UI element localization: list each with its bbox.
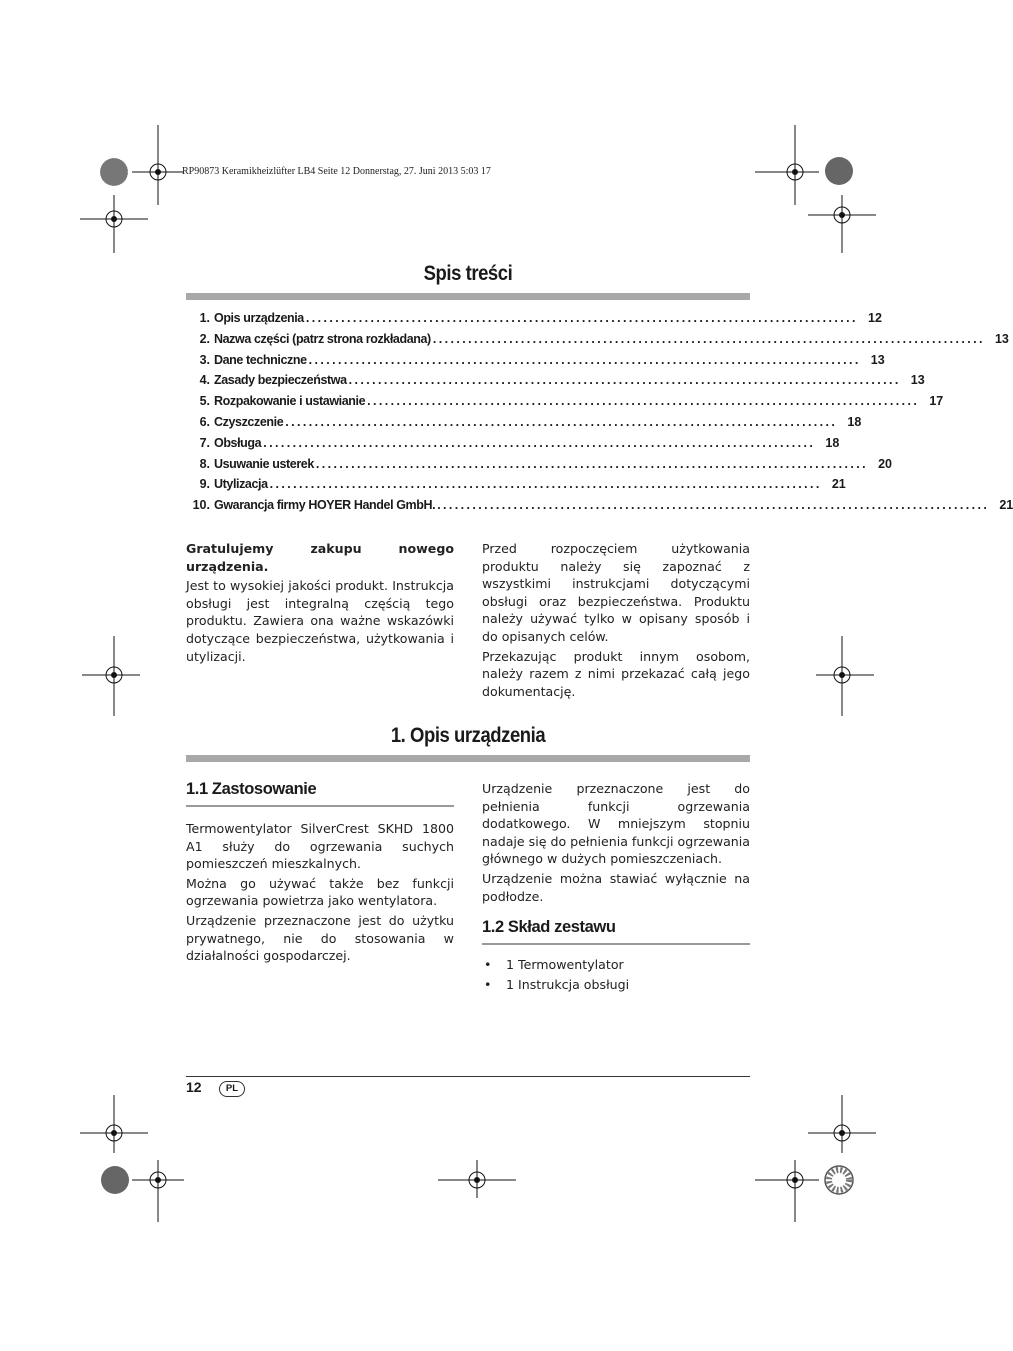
toc-entry-title: Czyszczenie xyxy=(214,414,284,429)
registration-mark-bottom-right xyxy=(822,1162,862,1202)
toc-title: Spis treści xyxy=(423,262,513,285)
toc-leader-dots: .............................................................................................. xyxy=(437,498,990,513)
toc-number: 9. xyxy=(199,477,210,492)
toc-leader-dots: .............................................................................................. xyxy=(308,352,861,367)
intro-heading: Gratulujemy zakupu nowego urządzenia. xyxy=(186,541,454,574)
toc-leader-dots: .............................................................................................. xyxy=(263,435,816,450)
page-number: 12 xyxy=(186,1079,202,1095)
toc-row[interactable] xyxy=(186,311,882,332)
toc-page-number: 12 xyxy=(868,311,882,325)
toc-number: 4. xyxy=(199,373,210,388)
toc-row[interactable] xyxy=(186,477,846,498)
toc-leader-dots: .............................................................................................. xyxy=(348,373,901,388)
toc-number: 6. xyxy=(199,414,210,429)
intro-paragraph: Przekazując produkt innym osobom, należy razem z nimi przekazać całą jego dokumentację. xyxy=(482,648,750,699)
paragraph: Urządzenie można stawiać wyłącznie na podłodze. xyxy=(482,870,750,904)
crosshair-mark xyxy=(775,1160,815,1225)
toc-number: 8. xyxy=(199,456,210,471)
toc-entry-title: Rozpakowanie i ustawianie xyxy=(214,394,366,409)
toc-leader-dots: .............................................................................................. xyxy=(285,414,838,429)
toc-page-number: 21 xyxy=(999,498,1013,513)
paragraph: Urządzenie przeznaczone jest do pełnienia funkcji ogrzewania dodatkowego. W mniejszym stopniu nadaje się do pełnienia funkcji ogrzewania głównego w dużych pomieszczeniach. xyxy=(482,781,750,867)
toc-entry-title: Usuwanie usterek xyxy=(214,456,314,471)
contents-list xyxy=(482,956,750,995)
crosshair-mark xyxy=(140,1160,180,1225)
toc-row[interactable] xyxy=(186,331,1009,353)
section-title: 1. Opis urządzenia xyxy=(390,724,546,747)
subsection-heading: 1.2 Skład zestawu xyxy=(482,918,616,936)
language-badge: PL xyxy=(219,1081,245,1097)
toc-page-number: 20 xyxy=(878,456,892,471)
toc-page-number: 13 xyxy=(910,373,925,388)
toc-number: 7. xyxy=(199,435,210,450)
toc-page-number: 13 xyxy=(994,331,1009,346)
toc-leader-dots: .............................................................................................. xyxy=(269,477,822,492)
toc-page-number: 18 xyxy=(847,414,862,429)
toc-page-number: 13 xyxy=(870,352,885,367)
crosshair-mark xyxy=(90,195,150,255)
intro-left-column xyxy=(186,540,454,667)
crosshair-mark xyxy=(438,1160,518,1200)
registration-mark-top-left xyxy=(96,150,136,190)
toc-entry-title: Nazwa części (patrz strona rozkładana) xyxy=(214,331,431,346)
toc-page-number: 18 xyxy=(825,435,840,450)
footer-rule xyxy=(186,1076,750,1077)
table-of-contents xyxy=(186,311,1013,519)
toc-number: 3. xyxy=(199,352,210,367)
toc-row[interactable] xyxy=(186,435,840,457)
toc-entry-title: Zasady bezpieczeństwa xyxy=(214,373,347,388)
toc-row[interactable] xyxy=(186,414,862,436)
paragraph: Można go używać także bez funkcji ogrzewania powietrza jako wentylatora. xyxy=(186,875,454,909)
paragraph: Urządzenie przeznaczone jest do użytku prywatnego, nie do stosowania w działalności gospodarczej. xyxy=(186,912,454,964)
toc-entry-title: Gwarancja firmy HOYER Handel GmbH. xyxy=(214,498,436,513)
section-1-right-column xyxy=(482,780,750,907)
intro-right-column xyxy=(482,540,750,702)
crosshair-mark xyxy=(816,636,876,716)
crosshair-mark xyxy=(90,1095,150,1155)
toc-row[interactable] xyxy=(186,394,944,415)
toc-page-number: 17 xyxy=(929,394,944,409)
subsection-1-2 xyxy=(482,918,750,945)
registration-mark-top-right xyxy=(822,154,862,194)
toc-leader-dots: .............................................................................................. xyxy=(315,456,868,471)
toc-leader-dots: .............................................................................................. xyxy=(432,331,985,346)
intro-text: Jest to wysokiej jakości produkt. Instrukcja obsługi jest integralną częścią tego produktu. Zawiera ona ważne wskazówki dotyczące bezpieczeństwa, użytkowania i utylizacji. xyxy=(186,578,454,664)
subsection-heading: 1.1 Zastosowanie xyxy=(186,780,317,798)
subsection-1-1-text xyxy=(186,820,454,967)
subsection-1-1 xyxy=(186,780,454,807)
crosshair-mark xyxy=(82,636,142,716)
toc-number: 10. xyxy=(192,498,210,513)
toc-row[interactable] xyxy=(186,456,892,478)
section-title-rule xyxy=(186,755,750,762)
crosshair-mark xyxy=(818,195,878,255)
toc-title-rule xyxy=(186,293,750,300)
toc-number: 1. xyxy=(199,311,210,325)
toc-page-number: 21 xyxy=(831,477,846,492)
toc-entry-title: Opis urządzenia xyxy=(214,311,304,325)
toc-row[interactable] xyxy=(186,498,1013,519)
crosshair-mark xyxy=(818,1095,878,1155)
toc-entry-title: Utylizacja xyxy=(214,477,268,492)
paragraph: Termowentylator SilverCrest SKHD 1800 A1 służy do ogrzewania suchych pomieszczeń mieszkalnych. xyxy=(186,821,454,872)
subsection-rule xyxy=(186,805,454,807)
toc-row[interactable] xyxy=(186,373,925,394)
intro-paragraph: Przed rozpoczęciem użytkowania produktu należy się zapoznać z wszystkimi instrukcjami dotyczącymi obsługi oraz bezpieczeństwa. Produktu należy używać tylko w opisany sposób i do opisanych celów. xyxy=(482,541,750,644)
subsection-rule xyxy=(482,943,750,945)
toc-entry-title: Dane techniczne xyxy=(214,352,307,367)
list-item: • 1 Instrukcja obsługi xyxy=(482,976,750,994)
crosshair-mark xyxy=(775,125,815,205)
toc-leader-dots: .............................................................................................. xyxy=(367,394,920,409)
toc-number: 5. xyxy=(199,394,210,409)
toc-number: 2. xyxy=(199,331,210,346)
list-item: • 1 Termowentylator xyxy=(482,956,750,974)
print-header-line: RP90873 Keramikheizlüfter LB4 Seite 12 Donnerstag, 27. Juni 2013 5:03 17 xyxy=(182,166,491,177)
toc-leader-dots: .............................................................................................. xyxy=(305,311,858,325)
toc-entry-title: Obsługa xyxy=(214,435,262,450)
toc-row[interactable] xyxy=(186,352,885,374)
crosshair-mark xyxy=(140,125,180,205)
